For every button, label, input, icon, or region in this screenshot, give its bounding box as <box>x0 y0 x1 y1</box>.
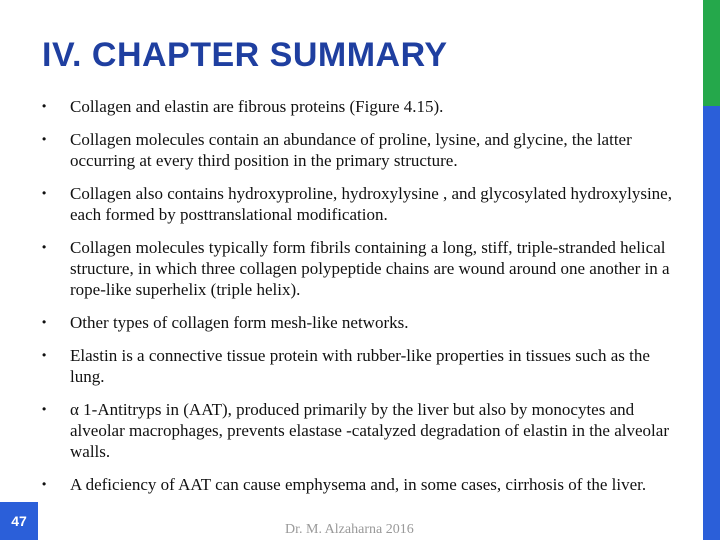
bullet-text: Collagen and elastin are fibrous proteins (Figure 4.15). <box>70 97 444 116</box>
bullet-dot-icon: • <box>42 132 47 146</box>
bullet-text: Elastin is a connective tissue protein with rubber-like properties in tissues such as the lung. <box>70 346 650 386</box>
bullet-dot-icon: • <box>42 348 47 362</box>
summary-bullet-list <box>42 96 682 507</box>
bullet-item <box>42 474 682 495</box>
bullet-dot-icon: • <box>42 99 47 113</box>
bullet-item <box>42 312 682 333</box>
bullet-text: Collagen also contains hydroxyproline, hydroxylysine , and glycosylated hydroxylysine, each formed by posttranslational modification. <box>70 184 672 224</box>
bullet-item <box>42 183 682 225</box>
bullet-dot-icon: • <box>42 402 47 416</box>
page-number-badge: 47 <box>0 502 38 540</box>
accent-bar-blue <box>703 106 720 540</box>
bullet-dot-icon: • <box>42 186 47 200</box>
bullet-item <box>42 345 682 387</box>
slide-title: IV. CHAPTER SUMMARY <box>42 36 448 74</box>
bullet-dot-icon: • <box>42 240 47 254</box>
accent-bar-green <box>703 0 720 106</box>
bullet-text: Collagen molecules contain an abundance of proline, lysine, and glycine, the latter occurring at every third position in the primary structure. <box>70 130 632 170</box>
bullet-dot-icon: • <box>42 477 47 491</box>
bullet-item <box>42 237 682 300</box>
bullet-item <box>42 399 682 462</box>
bullet-text: A deficiency of AAT can cause emphysema and, in some cases, cirrhosis of the liver. <box>70 475 647 494</box>
bullet-item <box>42 96 682 117</box>
bullet-text: Collagen molecules typically form fibrils containing a long, stiff, triple-stranded helical structure, in which three collagen polypeptide chains are wound around one another in a rope-like superhelix (triple helix). <box>70 238 670 299</box>
bullet-text: Other types of collagen form mesh-like networks. <box>70 313 409 332</box>
footer-credit: Dr. M. Alzaharna 2016 <box>285 522 414 537</box>
bullet-item <box>42 129 682 171</box>
bullet-text: α 1-Antitryps in (AAT), produced primarily by the liver but also by monocytes and alveolar macrophages, prevents elastase -catalyzed degradation of elastin in the alveolar walls. <box>70 400 669 461</box>
bullet-dot-icon: • <box>42 315 47 329</box>
